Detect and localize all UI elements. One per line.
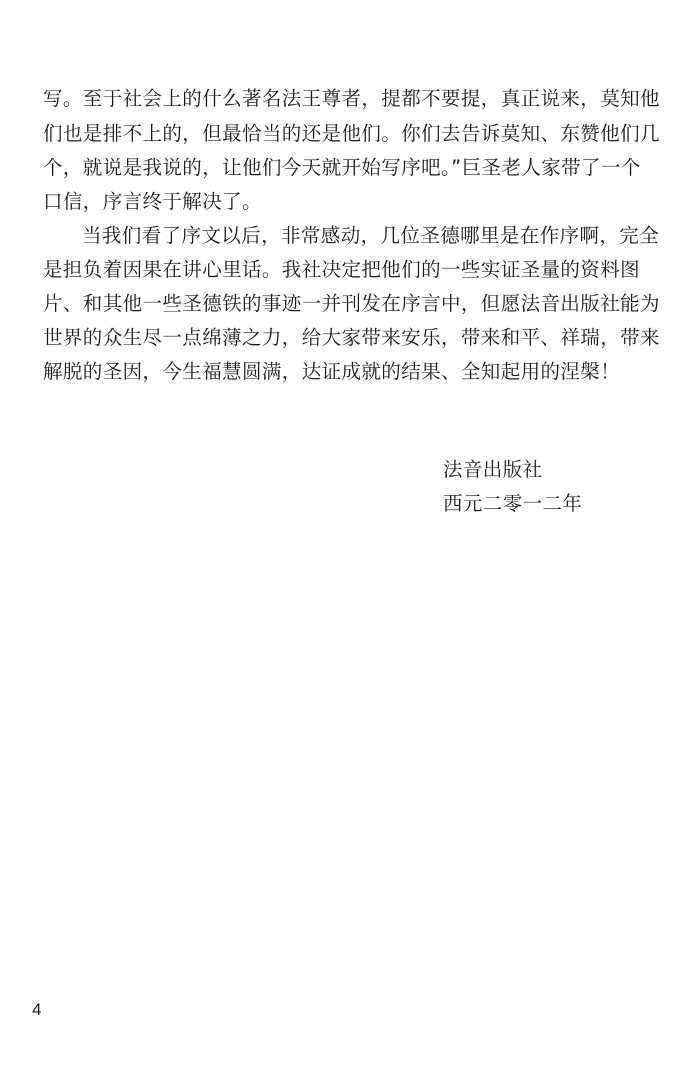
paragraph-2-line-1: 当我们看了序文以后，非常感动，几位圣德哪里是在作序啊，完全: [82, 224, 660, 247]
paragraph-2-line-4: 世界的众生尽一点绵薄之力，给大家带来安乐，带来和平、祥瑞，带来: [43, 326, 660, 349]
paragraph-1-line-1: 写。至于社会上的什么著名法王尊者，提都不要提，真正说来，莫知他: [43, 87, 660, 110]
publisher-signature: 法音出版社: [443, 458, 543, 481]
paragraph-1-line-3: 个，就说是我说的，让他们今天就开始写序吧。”巨圣老人家带了一个: [43, 156, 641, 179]
paragraph-2-line-2: 是担负着因果在讲心里话。我社决定把他们的一些实证圣量的资料图: [43, 258, 641, 281]
paragraph-1-line-2: 们也是排不上的，但最恰当的还是他们。你们去告诉莫知、东赞他们几: [43, 122, 660, 145]
paragraph-1-line-4: 口信，序言终于解决了。: [43, 190, 262, 213]
paragraph-2-line-5: 解脱的圣因，今生福慧圆满，达证成就的结果、全知起用的涅槃！: [43, 360, 621, 383]
signature-date: 西元二零一二年: [443, 492, 583, 515]
paragraph-2-line-3: 片、和其他一些圣德铁的事迹一并刊发在序言中，但愿法音出版社能为: [43, 292, 660, 315]
page-number: 4: [32, 1000, 42, 1019]
